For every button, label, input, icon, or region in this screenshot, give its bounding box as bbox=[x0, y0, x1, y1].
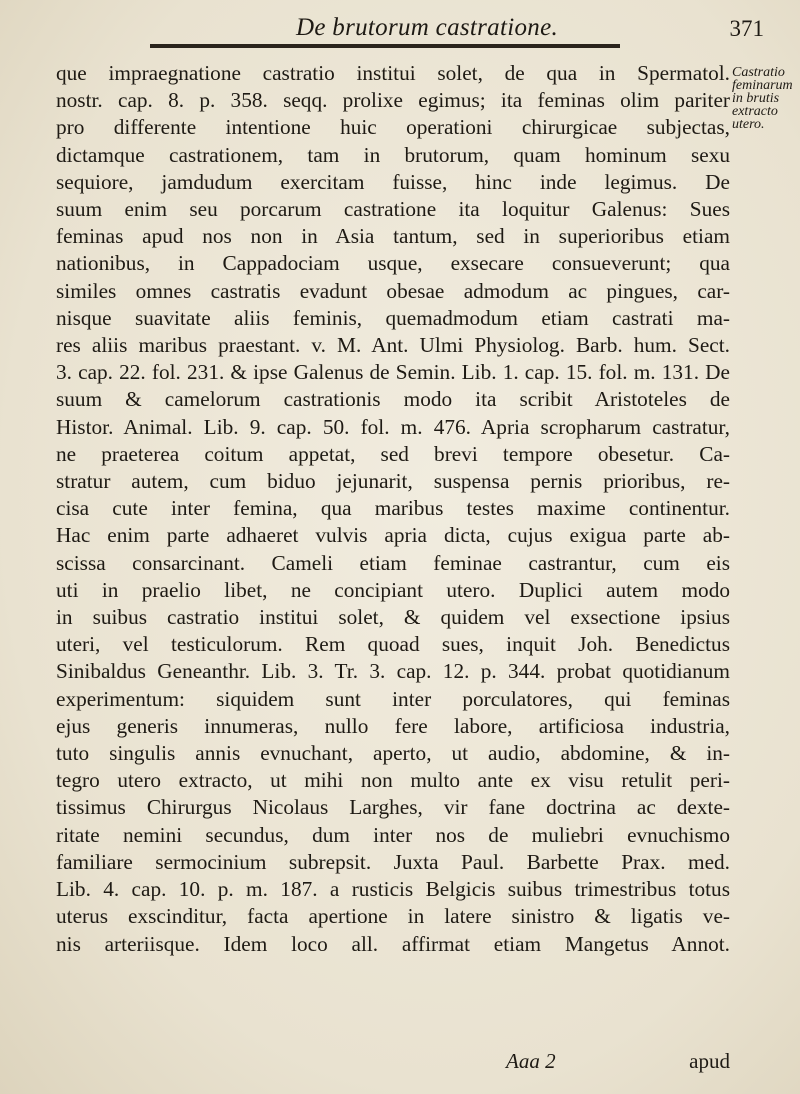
text-line: experimentum: siquidem sunt inter porculatores, qui feminas bbox=[56, 686, 730, 711]
text-line: tuto singulis annis evnuchant, aperto, ut audio, abdomine, & in- bbox=[56, 741, 730, 766]
margin-note: in brutis bbox=[732, 91, 780, 106]
text-line: suum enim seu porcarum castratione ita loquitur Galenus: Sues bbox=[56, 197, 730, 222]
text-line: 3. cap. 22. fol. 231. & ipse Galenus de Semin. Lib. 1. cap. 15. fol. m. 131. De bbox=[56, 360, 730, 385]
catchword: apud bbox=[689, 1049, 730, 1073]
text-line: feminas apud nos non in Asia tantum, sed in superioribus etiam bbox=[56, 224, 730, 249]
text-line: suum & camelorum castrationis modo ita scribit Aristoteles de bbox=[56, 387, 730, 412]
text-line: nis arteriisque. Idem loco all. affirmat etiam Mangetus Annot. bbox=[56, 931, 730, 956]
text-line: sequiore, jamdudum exercitam fuisse, hinc inde legimus. De bbox=[56, 169, 730, 194]
text-line: tegro utero extracto, ut mihi non multo ante ex visu retulit peri- bbox=[56, 768, 730, 793]
text-line: tissimus Chirurgus Nicolaus Larghes, vir fane doctrina ac dexte- bbox=[56, 795, 730, 820]
text-line: res aliis maribus praestant. v. M. Ant. Ulmi Physiolog. Barb. hum. Sect. bbox=[56, 333, 730, 358]
text-line: cisa cute inter femina, qua maribus testes maxime continentur. bbox=[56, 496, 730, 521]
text-line: familiare sermocinium subrepsit. Juxta Paul. Barbette Prax. med. bbox=[56, 849, 730, 874]
text-line: similes omnes castratis evadunt obesae admodum ac pingues, car- bbox=[56, 278, 730, 303]
margin-note: utero. bbox=[732, 117, 765, 132]
text-line: ritate nemini secundus, dum inter nos de muliebri evnuchismo bbox=[56, 822, 730, 847]
text-line: Hac enim parte adhaeret vulvis apria dicta, cujus exigua parte ab- bbox=[56, 523, 730, 548]
text-line: ne praeterea coitum appetat, sed brevi tempore obesetur. Ca- bbox=[56, 441, 730, 466]
text-line: uteri, vel testiculorum. Rem quoad sues, inquit Joh. Benedictus bbox=[56, 632, 730, 657]
text-line: stratur autem, cum biduo jejunarit, suspensa pernis prioribus, re- bbox=[56, 469, 730, 494]
margin-notes bbox=[732, 66, 798, 131]
page-number: 371 bbox=[729, 16, 764, 41]
text-line: nostr. cap. 8. p. 358. seqq. prolixe egimus; ita feminas olim pariter bbox=[56, 88, 730, 113]
text-line: Sinibaldus Geneanthr. Lib. 3. Tr. 3. cap. 12. p. 344. probat quotidianum bbox=[56, 659, 730, 684]
page-footer bbox=[56, 1049, 730, 1077]
text-line: uterus exscinditur, facta apertione in latere sinistro & ligatis ve- bbox=[56, 904, 730, 929]
text-line: ejus generis innumeras, nullo fere labore, artificiosa industria, bbox=[56, 713, 730, 738]
text-line: pro differente intentione huic operationi chirurgicae subjectas, bbox=[56, 115, 730, 140]
text-line: uti in praelio libet, ne concipiant utero. Duplici autem modo bbox=[56, 577, 730, 602]
page-header bbox=[90, 14, 764, 54]
header-rule bbox=[150, 44, 620, 48]
text-line: que impraegnatione castratio institui solet, de qua in Spermatol. bbox=[56, 61, 730, 85]
text-line: Lib. 4. cap. 10. p. m. 187. a rusticis Belgicis suibus trimestribus totus bbox=[56, 877, 730, 902]
margin-note: feminarum bbox=[732, 78, 793, 93]
text-line: nisque suavitate aliis feminis, quemadmodum etiam castrati ma- bbox=[56, 305, 730, 330]
text-line: scissa consarcinant. Cameli etiam feminae castrantur, cum eis bbox=[56, 550, 730, 575]
body-text bbox=[56, 60, 730, 958]
signature-mark: Aaa 2 bbox=[506, 1049, 556, 1073]
text-line: dictamque castrationem, tam in brutorum, quam hominum sexu bbox=[56, 142, 730, 167]
text-line: nationibus, in Cappadociam usque, exsecare consueverunt; qua bbox=[56, 251, 730, 276]
text-line: in suibus castratio institui solet, & quidem vel exsectione ipsius bbox=[56, 605, 730, 630]
margin-note: extracto bbox=[732, 104, 778, 119]
margin-note: Castratio bbox=[732, 65, 785, 80]
running-title: De brutorum castratione. bbox=[295, 14, 559, 41]
text-line: Histor. Animal. Lib. 9. cap. 50. fol. m. 476. Apria scropharum castratur, bbox=[56, 414, 730, 439]
